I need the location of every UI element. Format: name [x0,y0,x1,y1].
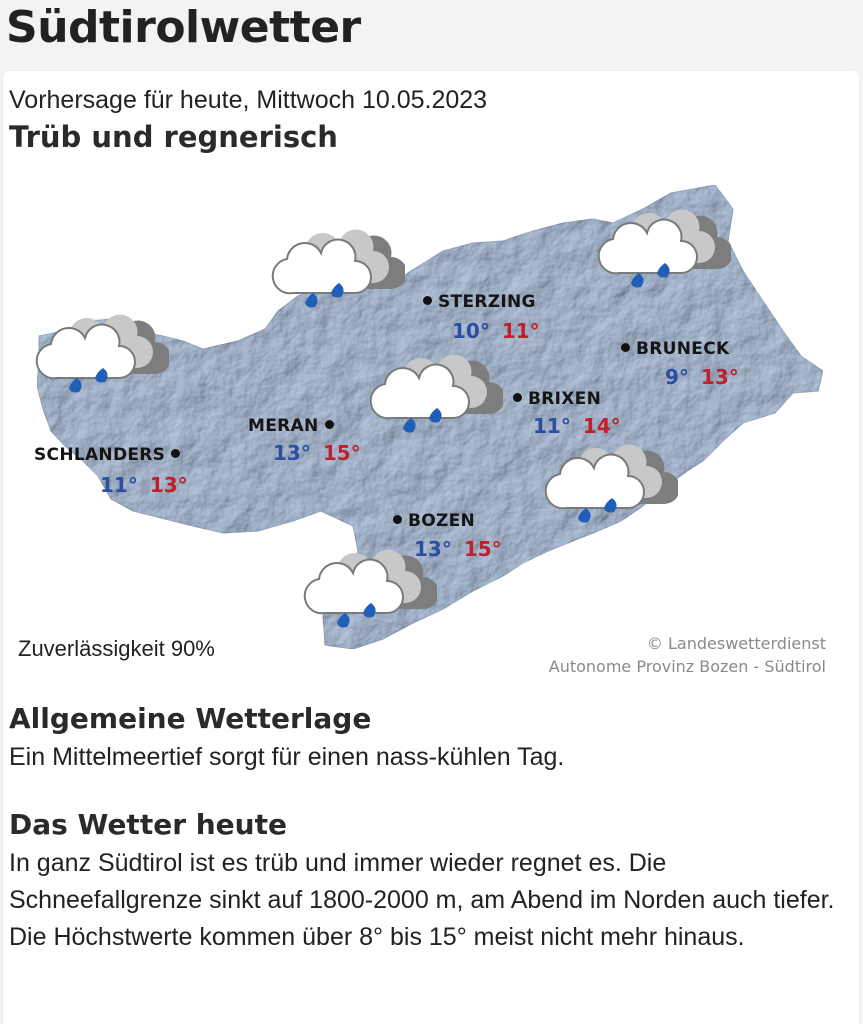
station-name: BRUNECK [636,339,730,359]
max-temp: 13° [149,473,188,497]
section-text-weather-today: In ganz Südtirol ist es trüb und immer wieder regnet es. Die Schneefallgrenze sinkt auf 1800-2000 m, am Abend im Norden auch tiefer. Die Höchstwerte kommen über 8° bis 15° meist nicht mehr hinaus. [9,849,835,951]
location-dot-icon [325,420,334,429]
rain-cloud-icon [591,191,731,291]
max-temp: 15° [463,537,502,561]
station-label-bruneck [615,339,729,359]
rain-cloud-icon [363,336,503,436]
section-text-general-situation: Ein Mittelmeertief sorgt für einen nass-kühlen Tag. [9,743,565,771]
station-label-meran [248,416,340,436]
station-label-sterzing [417,292,536,312]
rain-cloud-icon [29,296,169,396]
station-name: BOZEN [408,511,476,531]
section-title-weather-today: Das Wetter heute [9,808,287,841]
forecast-card [3,71,859,1024]
station-temps-bozen [414,537,502,561]
location-dot-icon [513,393,522,402]
station-label-brixen [507,389,601,409]
section-title-general-situation: Allgemeine Wetterlage [9,702,372,735]
copyright-line: Autonome Provinz Bozen - Südtirol [548,657,826,676]
location-dot-icon [621,343,630,352]
min-temp: 13° [273,441,311,465]
min-temp: 11° [533,414,571,438]
max-temp: 11° [501,319,540,343]
copyright-line: © Landeswetterdienst [646,634,826,653]
min-temp: 10° [452,319,490,343]
station-name: BRIXEN [528,389,602,409]
station-temps-meran [273,441,361,465]
map-copyright [549,632,826,678]
max-temp: 15° [322,441,361,465]
station-temps-sterzing [452,319,540,343]
min-temp: 9° [665,365,689,389]
station-temps-schlanders [100,473,188,497]
weather-map [3,171,859,691]
app-title: Südtirolwetter [6,2,361,53]
station-label-schlanders [34,445,186,465]
station-name: STERZING [438,292,536,312]
rain-cloud-icon [538,426,678,526]
min-temp: 11° [100,473,138,497]
station-name: SCHLANDERS [34,445,166,465]
min-temp: 13° [414,537,452,561]
station-label-bozen [387,511,475,531]
max-temp: 14° [582,414,621,438]
station-temps-bruneck [665,365,739,389]
location-dot-icon [171,449,180,458]
forecast-headline: Trüb und regnerisch [9,120,338,154]
location-dot-icon [393,515,402,524]
rain-cloud-icon [265,211,405,311]
station-temps-brixen [533,414,621,438]
forecast-date: Vorhersage für heute, Mittwoch 10.05.2023 [9,86,488,114]
location-dot-icon [423,296,432,305]
station-name: MERAN [248,416,319,436]
forecast-reliability: Zuverlässigkeit 90% [18,636,215,661]
max-temp: 13° [700,365,739,389]
